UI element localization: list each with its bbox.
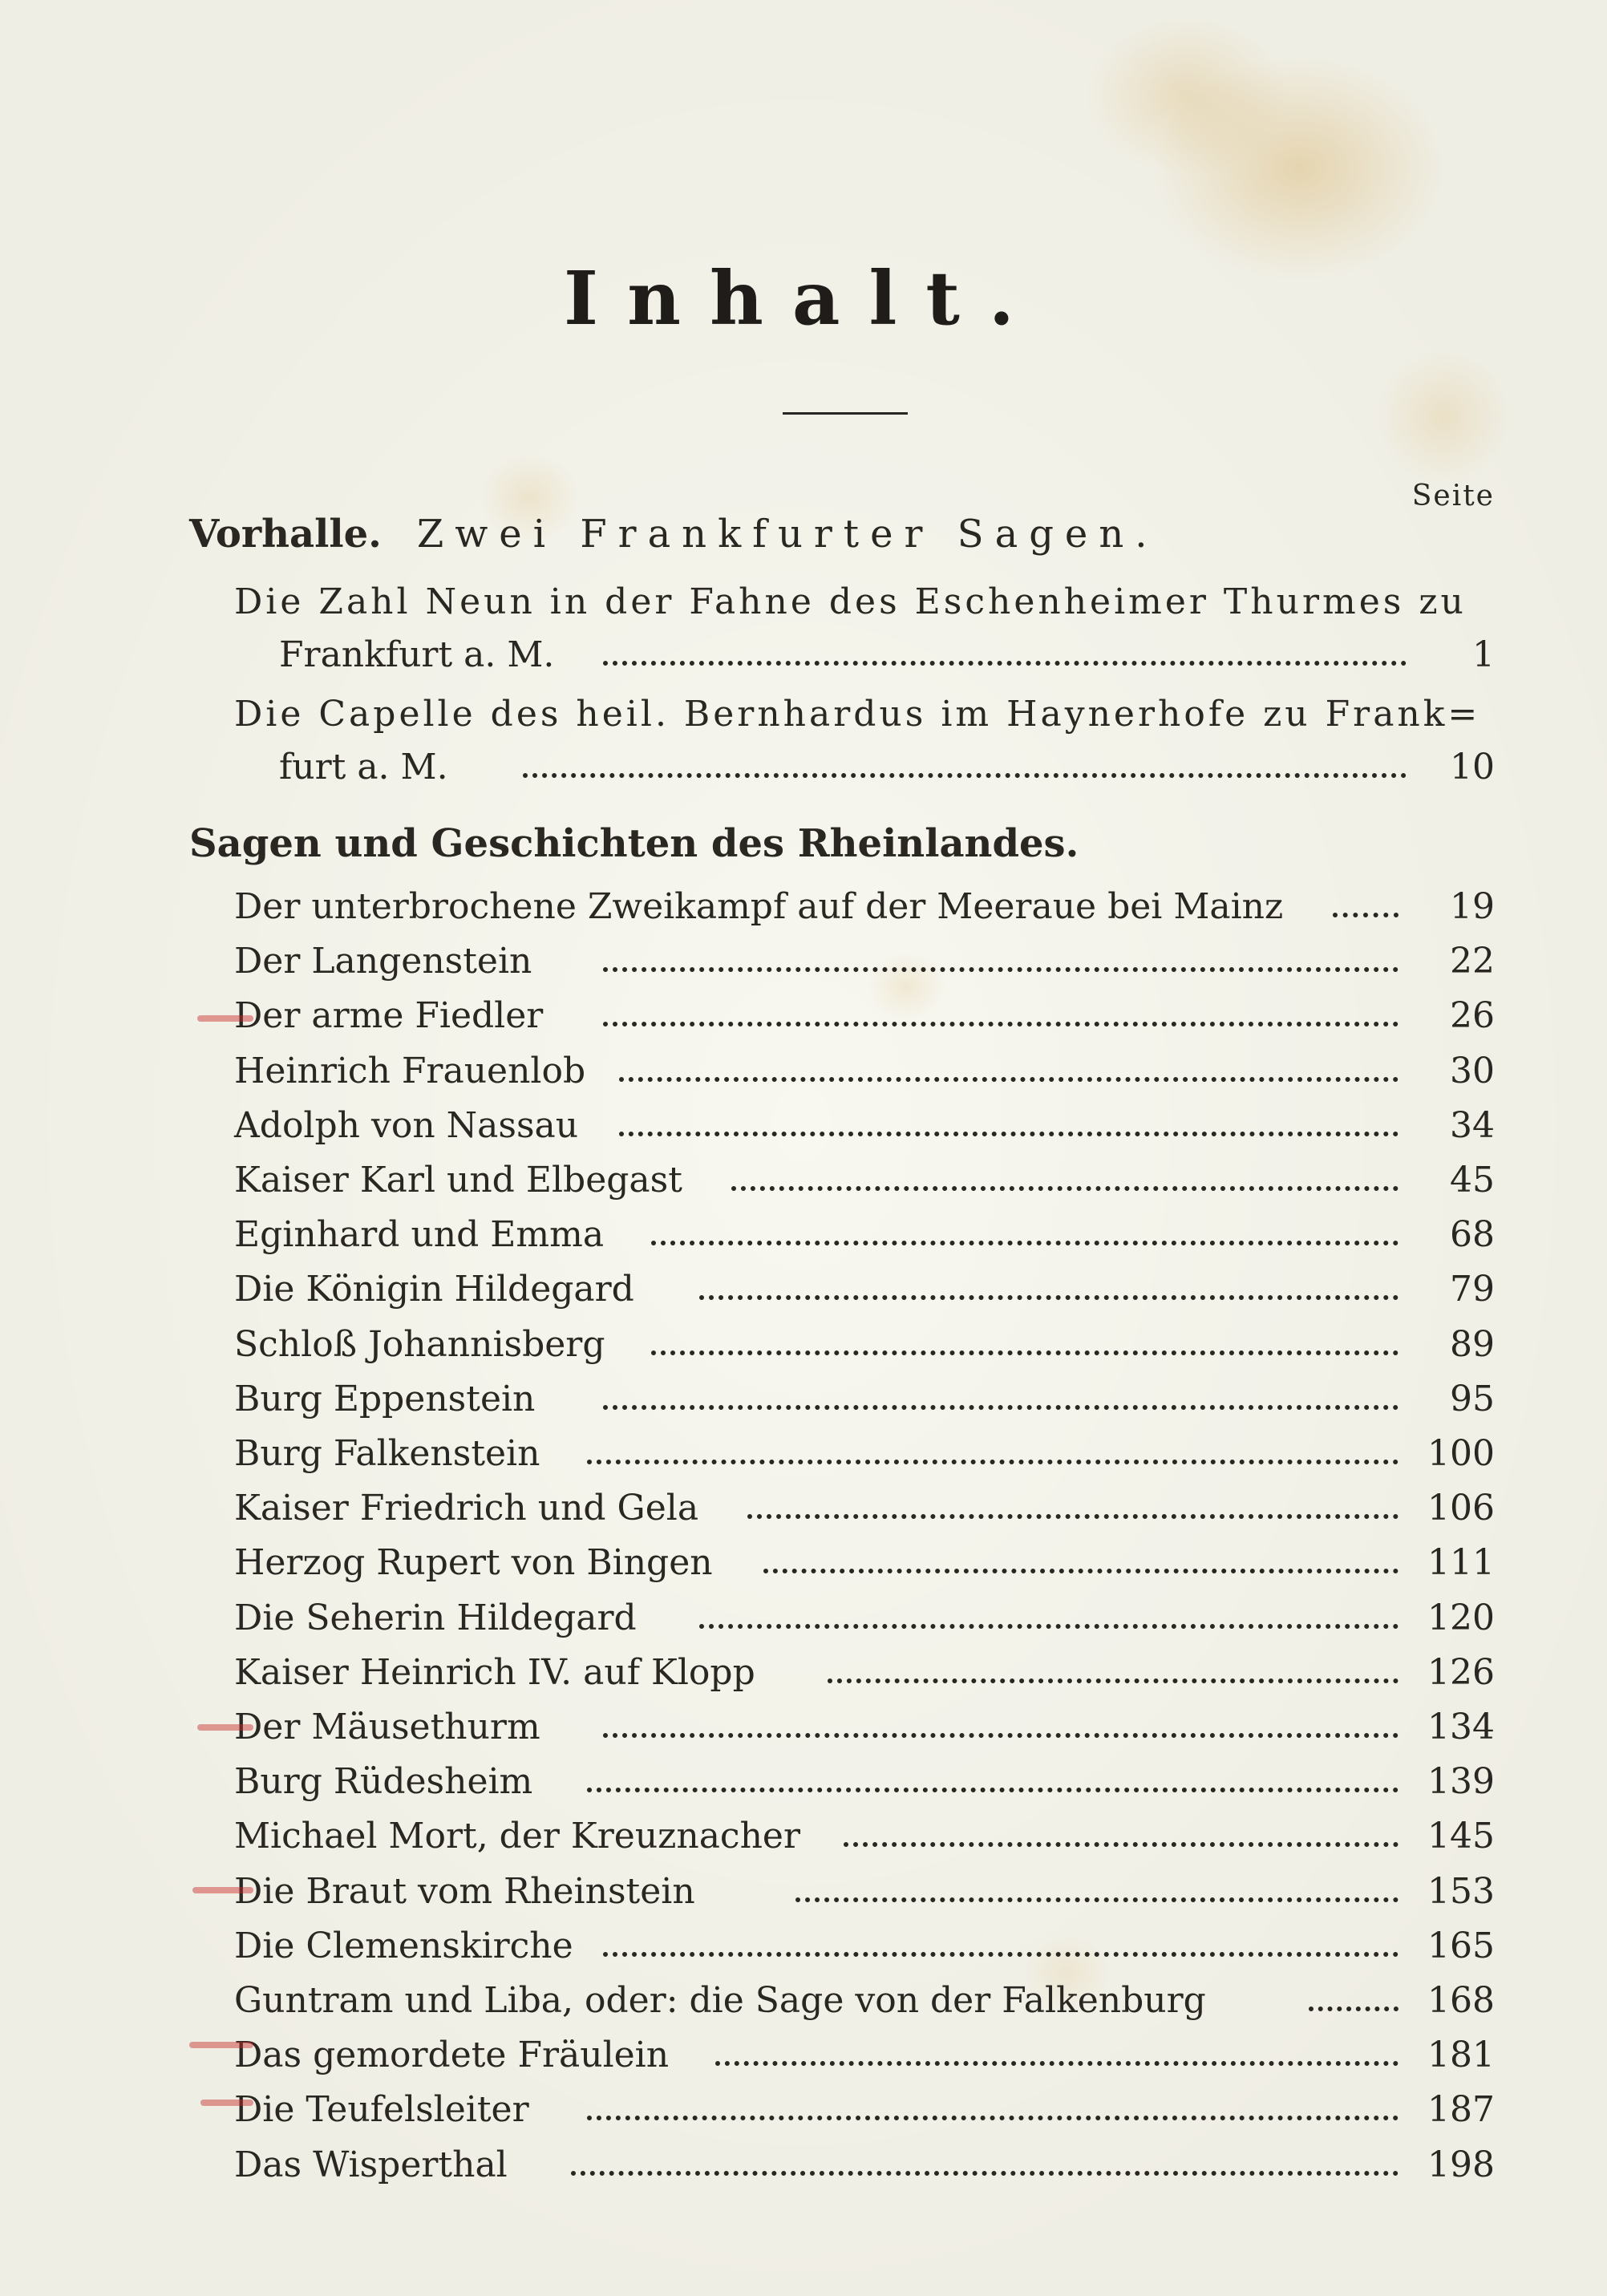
toc-entry — [234, 1263, 1495, 1316]
dot-leader — [603, 1733, 1399, 1738]
toc-entry-title: Der unterbrochene Zweikampf auf der Meeraue bei Mainz — [234, 886, 1284, 927]
toc-entry-page: 95 — [1450, 1378, 1495, 1419]
toc-entry — [234, 1045, 1495, 1098]
dot-leader — [619, 1077, 1399, 1082]
dot-leader — [828, 1678, 1399, 1683]
toc-entry — [234, 1701, 1495, 1754]
toc-entry-title: Die Braut vom Rheinstein — [234, 1870, 695, 1912]
toc-entry-title: Die Seherin Hildegard — [234, 1597, 637, 1638]
toc-entry-page: 79 — [1450, 1269, 1495, 1310]
title-divider — [783, 412, 908, 415]
dot-leader — [699, 1624, 1399, 1629]
toc-entry-title: Kaiser Karl und Elbegast — [234, 1160, 682, 1201]
toc-entry — [234, 1373, 1495, 1426]
toc-entry — [234, 1537, 1495, 1589]
toc-entry-page: 134 — [1427, 1707, 1495, 1747]
toc-entry-title: Das Wisperthal — [234, 2144, 508, 2185]
toc-entry-page: 187 — [1427, 2089, 1495, 2131]
toc-entry-title: Eginhard und Emma — [234, 1214, 605, 1256]
dot-leader — [1333, 913, 1399, 917]
toc-entry-title: Der Mäusethurm — [234, 1707, 540, 1747]
toc-entry-page: 120 — [1427, 1597, 1495, 1638]
toc-entry-page: 45 — [1450, 1160, 1495, 1201]
toc-entry-title: Heinrich Frauenlob — [234, 1050, 586, 1091]
dot-leader — [1309, 2006, 1399, 2011]
dot-leader — [523, 773, 1407, 778]
toc-entry-page: 1 — [1472, 634, 1495, 675]
dot-leader — [651, 1241, 1399, 1245]
dot-leader — [715, 2061, 1399, 2066]
section-heading-text: Vorhalle. — [189, 512, 382, 557]
toc-entry-title: Die Teufelsleiter — [234, 2089, 529, 2131]
toc-entry — [234, 2139, 1495, 2192]
dot-leader — [587, 2116, 1399, 2120]
toc-entry-title-line1: Die Zahl Neun in der Fahne des Eschenheimer Thurmes zu — [234, 581, 1467, 622]
toc-entry-page: 68 — [1450, 1214, 1495, 1256]
toc-entry-title: Adolph von Nassau — [234, 1104, 579, 1146]
toc-entry-page: 89 — [1450, 1323, 1495, 1365]
section-heading-vorhalle — [189, 512, 1159, 557]
toc-entry-page: 126 — [1427, 1651, 1495, 1693]
section-heading-text: Sagen und Geschichten des Rheinlandes. — [189, 821, 1079, 866]
dot-leader — [587, 1460, 1399, 1464]
dot-leader — [763, 1569, 1399, 1573]
toc-entry — [234, 1646, 1495, 1699]
toc-entry-title: Die Königin Hildegard — [234, 1269, 634, 1310]
toc-entry-title: Guntram und Liba, oder: die Sage von der Falkenburg — [234, 1980, 1206, 2021]
toc-entry-title: Der Langenstein — [234, 941, 532, 982]
toc-entry — [234, 1974, 1495, 2027]
toc-entry-title: Der arme Fiedler — [234, 995, 544, 1037]
toc-entry-page: 34 — [1450, 1104, 1495, 1146]
toc-entry-title-line2 — [234, 629, 1495, 682]
toc-entry-title: Burg Eppenstein — [234, 1378, 536, 1419]
dot-leader — [795, 1897, 1399, 1902]
page-column-label: Seite — [1411, 480, 1495, 512]
toc-entry-title: Burg Rüdesheim — [234, 1761, 533, 1803]
toc-entry — [234, 1810, 1495, 1863]
toc-entry-title: Kaiser Heinrich IV. auf Klopp — [234, 1651, 755, 1693]
dot-leader — [651, 1350, 1399, 1355]
toc-entry-page: 26 — [1450, 995, 1495, 1037]
toc-entry-page: 145 — [1427, 1816, 1495, 1857]
toc-entry-title: Michael Mort, der Kreuznacher — [234, 1816, 800, 1857]
toc-entry-page: 111 — [1427, 1542, 1495, 1584]
toc-entry-title-line2-text: Frankfurt a. M. — [279, 634, 555, 675]
toc-entry-page: 139 — [1427, 1761, 1495, 1803]
toc-entry — [234, 1209, 1495, 1261]
toc-entry — [234, 1318, 1495, 1371]
red-pencil-mark — [197, 1015, 253, 1022]
toc-entry — [234, 1099, 1495, 1152]
toc-entry — [234, 1427, 1495, 1480]
dot-leader — [603, 967, 1399, 972]
dot-leader — [603, 661, 1407, 666]
toc-entry-title: Burg Falkenstein — [234, 1433, 540, 1474]
dot-leader — [844, 1842, 1399, 1847]
toc-entry-page: 30 — [1450, 1050, 1495, 1091]
toc-entry-page: 198 — [1427, 2144, 1495, 2185]
toc-entry — [234, 688, 1495, 794]
toc-entry-title: Herzog Rupert von Bingen — [234, 1542, 713, 1584]
toc-entry — [234, 1755, 1495, 1808]
section-subheading: Zwei Frankfurter Sagen. — [416, 512, 1159, 557]
dot-leader — [603, 1405, 1399, 1410]
dot-leader — [587, 1788, 1399, 1792]
dot-leader — [603, 1022, 1399, 1027]
toc-entry — [234, 2083, 1495, 2136]
toc-entry — [234, 1865, 1495, 1918]
toc-entry-page: 10 — [1450, 747, 1495, 788]
toc-entry-page: 22 — [1450, 941, 1495, 982]
toc-entry-title: Die Clemenskirche — [234, 1925, 573, 1966]
toc-entry-title-line2-text: furt a. M. — [279, 747, 448, 788]
toc-entry-page: 19 — [1450, 886, 1495, 927]
dot-leader — [747, 1514, 1399, 1519]
toc-entry-page: 153 — [1427, 1870, 1495, 1912]
toc-entry — [234, 1154, 1495, 1207]
red-pencil-mark — [189, 2042, 253, 2048]
toc-entry-title: Das gemordete Fräulein — [234, 2035, 670, 2076]
toc-entry — [234, 2029, 1495, 2082]
red-pencil-mark — [200, 2100, 253, 2106]
toc-entry-page: 168 — [1427, 1980, 1495, 2021]
toc-entry — [234, 576, 1495, 682]
toc-entry — [234, 1592, 1495, 1645]
toc-entry-title: Kaiser Friedrich und Gela — [234, 1488, 699, 1529]
toc-entry — [234, 881, 1495, 933]
dot-leader — [731, 1186, 1399, 1191]
toc-entry — [234, 1920, 1495, 1973]
red-pencil-mark — [192, 1887, 253, 1893]
red-pencil-mark — [197, 1724, 253, 1731]
toc-entry — [234, 935, 1495, 988]
toc-entry-page: 100 — [1427, 1433, 1495, 1474]
dot-leader — [699, 1295, 1399, 1300]
toc-entry — [234, 990, 1495, 1043]
toc-entry-title-line2 — [234, 741, 1495, 794]
toc-entry-page: 181 — [1427, 2035, 1495, 2076]
section-heading-rheinland — [189, 821, 1079, 866]
toc-entry-page: 106 — [1427, 1488, 1495, 1529]
toc-entry-page: 165 — [1427, 1925, 1495, 1966]
page-title: Inhalt. — [564, 255, 1043, 342]
toc-entry-title: Schloß Johannisberg — [234, 1323, 605, 1365]
dot-leader — [603, 1952, 1399, 1957]
toc-entry-title-line1: Die Capelle des heil. Bernhardus im Haynerhofe zu Frank= — [234, 694, 1481, 735]
dot-leader — [571, 2171, 1399, 2176]
dot-leader — [619, 1132, 1399, 1136]
toc-entry — [234, 1482, 1495, 1535]
